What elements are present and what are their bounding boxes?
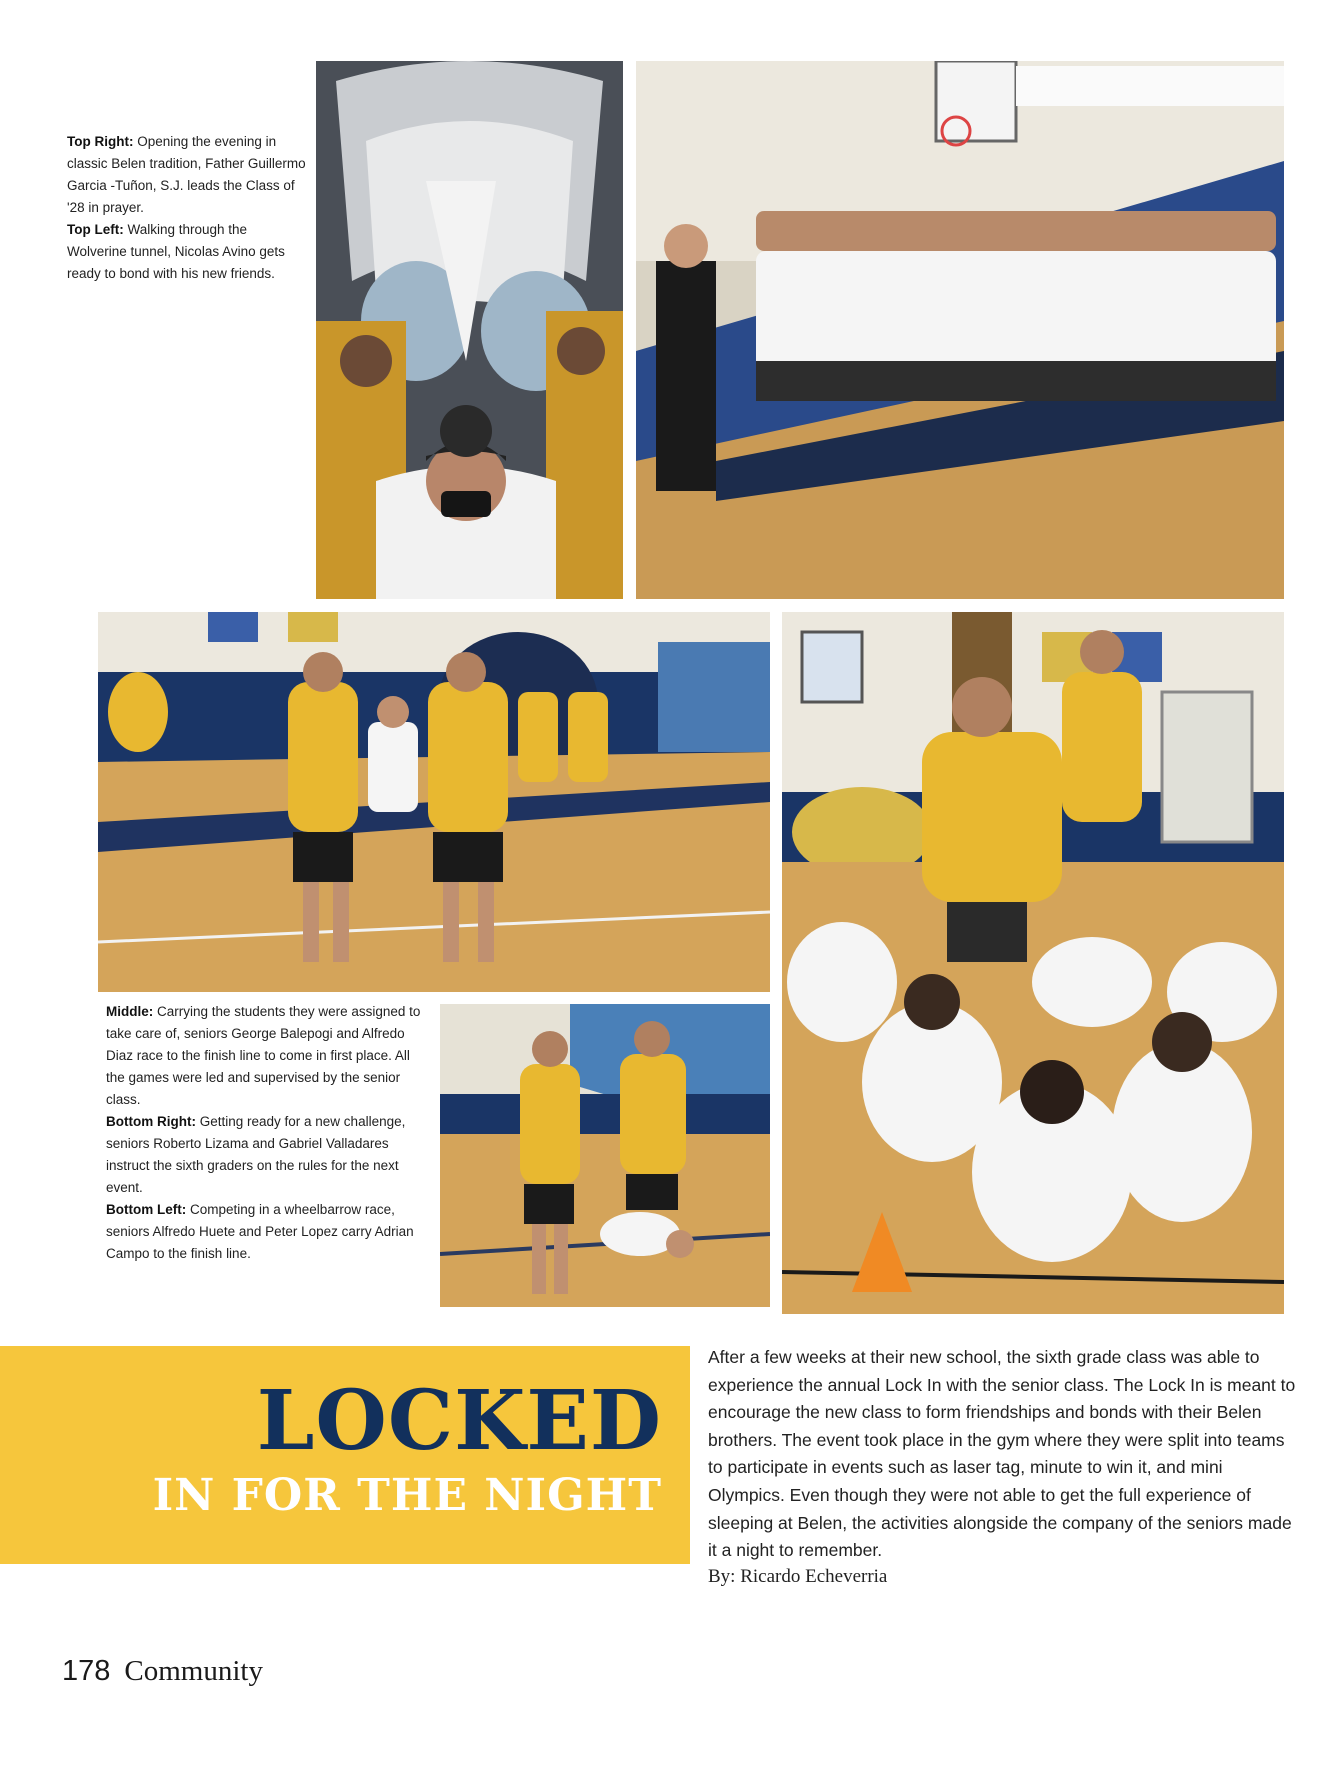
caption-middle: Middle: Carrying the students they were assigned to take care of, seniors George Balepogi and Alfredo Diaz race to the finish line to come in first place. All the games were led and supervised by the senior class. bbox=[106, 1004, 421, 1107]
caption-middle-block bbox=[106, 1001, 426, 1265]
headline-banner bbox=[0, 1346, 690, 1564]
caption-bottom-left: Bottom Left: Competing in a wheelbarrow race, seniors Alfredo Huete and Peter Lopez carry Adrian Campo to the finish line. bbox=[106, 1202, 414, 1261]
caption-top-left: Top Left: Walking through the Wolverine tunnel, Nicolas Avino gets ready to bond with his new friends. bbox=[67, 222, 285, 281]
page-number: 178 bbox=[62, 1655, 111, 1687]
caption-top-block bbox=[67, 131, 307, 285]
photo-carry-race bbox=[98, 612, 770, 992]
caption-top-right: Top Right: Opening the evening in classic Belen tradition, Father Guillermo Garcia -Tuñon, S.J. leads the Class of '28 in prayer. bbox=[67, 134, 306, 215]
page-folio bbox=[62, 1655, 263, 1688]
story-body: After a few weeks at their new school, the sixth grade class was able to experience the annual Lock In with the senior class. The Lock In is meant to encourage the new class to form friendships and bonds with their Belen brothers. The event took place in the gym where they were split into teams to participate in events such as laser tag, minute to win it, and mini Olympics. Even though they were not able to get the full experience of sleeping at Belen, the activities alongside the company of the seniors made it a night to remember. bbox=[708, 1347, 1296, 1561]
photo-tunnel bbox=[316, 61, 623, 599]
story-byline: By: Ricardo Echeverria bbox=[708, 1566, 888, 1587]
photo-gym-prayer bbox=[636, 61, 1284, 599]
caption-bottom-right: Bottom Right: Getting ready for a new challenge, seniors Roberto Lizama and Gabriel Valladares instruct the sixth graders on the rules for the next event. bbox=[106, 1114, 406, 1195]
photo-wheelbarrow-race bbox=[440, 1004, 770, 1307]
headline-title: LOCKED bbox=[256, 1373, 662, 1469]
section-name: Community bbox=[124, 1655, 263, 1687]
headline-subtitle: IN FOR THE NIGHT bbox=[152, 1470, 662, 1521]
photo-instructions-circle bbox=[782, 612, 1284, 1314]
